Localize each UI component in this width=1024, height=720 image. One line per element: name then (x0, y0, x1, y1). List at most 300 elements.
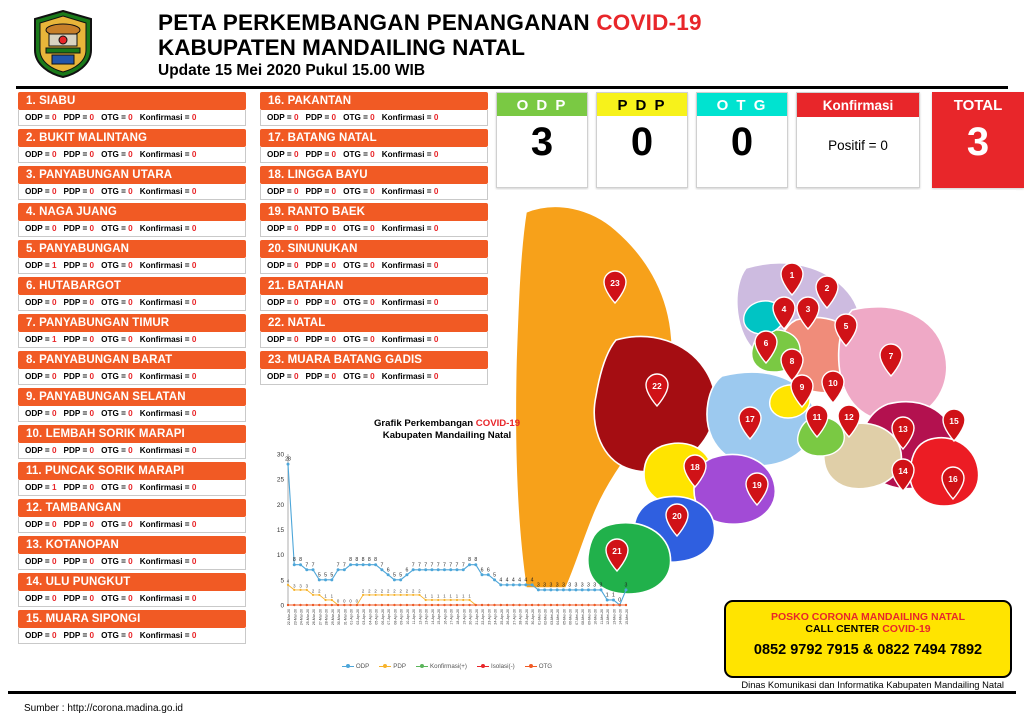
pdp-label: PDP = (305, 187, 330, 196)
konfirmasi-value: 0 (433, 298, 439, 307)
pdp-label: PDP = (305, 298, 330, 307)
konfirmasi-value: 0 (191, 113, 197, 122)
odp-value: 0 (293, 261, 299, 270)
pdp-label: PDP = (305, 335, 330, 344)
svg-text:14: 14 (898, 466, 908, 476)
chart-legend-item: ODP (342, 663, 369, 670)
pdp-value: 0 (331, 224, 337, 233)
pdp-label: PDP = (63, 446, 88, 455)
kecamatan-card[interactable] (18, 314, 246, 348)
pdp-value: 0 (89, 298, 95, 307)
svg-text:3: 3 (293, 583, 296, 589)
svg-text:7: 7 (455, 562, 459, 569)
odp-value: 0 (293, 335, 299, 344)
svg-text:8: 8 (361, 557, 365, 564)
svg-text:08-Mei-20: 08-Mei-20 (581, 608, 586, 625)
svg-text:09-Mei-20: 09-Mei-20 (587, 608, 592, 625)
kecamatan-name: 23. MUARA BATANG GADIS (260, 351, 488, 369)
svg-text:06-Apr-20: 06-Apr-20 (380, 608, 385, 625)
svg-text:3: 3 (599, 582, 603, 589)
konfirmasi-value: 0 (191, 631, 197, 640)
odp-label: ODP = (267, 113, 292, 122)
svg-text:01-Mei-20: 01-Mei-20 (537, 608, 542, 625)
otg-value: 0 (128, 409, 133, 418)
svg-text:31-Mar-20: 31-Mar-20 (343, 608, 348, 626)
odp-value: 0 (51, 409, 57, 418)
svg-text:17-Apr-20: 17-Apr-20 (449, 608, 454, 625)
svg-text:25-Apr-20: 25-Apr-20 (499, 608, 504, 625)
svg-text:4: 4 (781, 304, 787, 314)
odp-value: 0 (293, 372, 299, 381)
odp-label: ODP = (25, 483, 50, 492)
pdp-label: PDP = (63, 372, 88, 381)
konfirmasi-value: 0 (433, 150, 439, 159)
otg-label: OTG = (101, 298, 126, 307)
page-title-line1: PETA PERKEMBANGAN PENANGANAN COVID-19 (158, 10, 702, 35)
kecamatan-card[interactable] (260, 351, 488, 385)
pdp-value: 0 (331, 187, 337, 196)
pdp-value: 0 (89, 113, 95, 122)
svg-text:7: 7 (417, 562, 421, 569)
kecamatan-stats (18, 480, 246, 496)
svg-text:07-Mei-20: 07-Mei-20 (574, 608, 579, 625)
svg-text:21: 21 (612, 546, 622, 556)
kecamatan-column-1 (18, 92, 246, 647)
svg-text:4: 4 (530, 577, 534, 584)
otg-value: 0 (370, 150, 375, 159)
odp-label: ODP = (25, 594, 50, 603)
odp-value: 0 (51, 224, 57, 233)
kecamatan-name: 4. NAGA JUANG (18, 203, 246, 221)
stat-box-pdp[interactable] (596, 92, 688, 188)
svg-text:7: 7 (461, 562, 465, 569)
pdp-label: PDP = (63, 594, 88, 603)
kecamatan-name: 15. MUARA SIPONGI (18, 610, 246, 628)
konfirmasi-value: 0 (433, 372, 439, 381)
kabupaten-crest-logo (32, 10, 94, 78)
konfirmasi-value: 0 (433, 224, 439, 233)
chart-legend-item: OTG (525, 663, 552, 670)
odp-value: 0 (293, 224, 299, 233)
odp-value: 0 (51, 187, 57, 196)
svg-text:1: 1 (437, 593, 440, 599)
odp-value: 0 (51, 372, 57, 381)
title-block (158, 10, 958, 80)
pdp-value: 0 (89, 631, 95, 640)
odp-label: ODP = (267, 372, 292, 381)
svg-text:5: 5 (843, 321, 849, 331)
kecamatan-card[interactable] (18, 351, 246, 385)
otg-value: 0 (370, 187, 375, 196)
kecamatan-card[interactable] (260, 277, 488, 311)
svg-text:6: 6 (386, 567, 390, 574)
konfirmasi-label: Konfirmasi = (139, 224, 190, 233)
svg-text:1: 1 (449, 593, 452, 599)
svg-text:02-Mei-20: 02-Mei-20 (543, 608, 548, 625)
konfirmasi-label: Konfirmasi = (139, 631, 190, 640)
pdp-value: 0 (89, 335, 95, 344)
svg-text:0: 0 (343, 598, 346, 604)
svg-text:09-Apr-20: 09-Apr-20 (399, 608, 404, 625)
footer-credit: Dinas Komunikasi dan Informatika Kabupaten Mandailing Natal (741, 679, 1004, 690)
kecamatan-card[interactable] (18, 240, 246, 274)
pdp-label: PDP = (63, 261, 88, 270)
svg-text:28: 28 (285, 456, 291, 463)
svg-text:7: 7 (411, 562, 415, 569)
odp-label: ODP = (25, 335, 50, 344)
konfirmasi-value: 0 (191, 446, 197, 455)
konfirmasi-label: Konfirmasi = (139, 298, 190, 307)
pdp-value: 0 (89, 409, 95, 418)
stat-label-otg: O T G (697, 93, 787, 116)
svg-text:1: 1 (443, 593, 446, 599)
pdp-label: PDP = (63, 557, 88, 566)
odp-label: ODP = (267, 298, 292, 307)
svg-text:1: 1 (605, 592, 609, 599)
konfirmasi-label: Konfirmasi = (139, 261, 190, 270)
svg-text:3: 3 (624, 582, 628, 589)
footer-divider (8, 691, 1016, 694)
stat-box-konfirmasi[interactable] (796, 92, 920, 188)
svg-text:10-Mei-20: 10-Mei-20 (593, 608, 598, 625)
stat-value-pdp: 0 (630, 120, 654, 164)
odp-value: 0 (51, 298, 57, 307)
svg-text:2: 2 (368, 588, 371, 594)
pdp-label: PDP = (63, 409, 88, 418)
svg-text:7: 7 (449, 562, 453, 569)
otg-label: OTG = (101, 483, 126, 492)
svg-text:23: 23 (610, 278, 620, 288)
pdp-value: 0 (89, 483, 95, 492)
kecamatan-card[interactable] (260, 314, 488, 348)
konfirmasi-value: 0 (191, 298, 197, 307)
odp-value: 0 (51, 594, 57, 603)
posko-line2: CALL CENTER COVID-19 (805, 623, 931, 635)
svg-text:3: 3 (580, 582, 584, 589)
konfirmasi-label: Konfirmasi = (139, 594, 190, 603)
kecamatan-card[interactable] (18, 610, 246, 644)
kecamatan-name: 5. PANYABUNGAN (18, 240, 246, 258)
kecamatan-name: 13. KOTANOPAN (18, 536, 246, 554)
konfirmasi-value: 0 (191, 335, 197, 344)
konfirmasi-value: 0 (433, 335, 439, 344)
svg-text:4: 4 (499, 577, 503, 584)
kecamatan-stats (18, 147, 246, 163)
svg-text:2: 2 (311, 588, 315, 594)
svg-text:5: 5 (324, 572, 328, 579)
svg-text:7: 7 (336, 562, 340, 569)
svg-text:26-Apr-20: 26-Apr-20 (506, 608, 511, 625)
pdp-value: 0 (89, 520, 95, 529)
pdp-value: 0 (89, 150, 95, 159)
otg-value: 0 (128, 113, 133, 122)
svg-text:3: 3 (568, 582, 572, 589)
odp-value: 0 (51, 557, 57, 566)
otg-value: 0 (128, 372, 133, 381)
svg-text:02-Apr-20: 02-Apr-20 (355, 608, 360, 625)
odp-value: 0 (51, 520, 57, 529)
otg-label: OTG = (343, 261, 368, 270)
kecamatan-card[interactable] (260, 92, 488, 126)
svg-text:3: 3 (555, 582, 559, 589)
kecamatan-name: 7. PANYABUNGAN TIMUR (18, 314, 246, 332)
svg-text:20-Apr-20: 20-Apr-20 (468, 608, 473, 625)
stat-box-total[interactable] (932, 92, 1024, 188)
kecamatan-stats (18, 443, 246, 459)
chart-legend-item: PDP (379, 663, 406, 670)
kecamatan-name: 19. RANTO BAEK (260, 203, 488, 221)
pdp-value: 0 (89, 372, 95, 381)
odp-value: 0 (293, 187, 299, 196)
otg-value: 0 (128, 187, 133, 196)
otg-label: OTG = (343, 335, 368, 344)
odp-label: ODP = (25, 224, 50, 233)
svg-text:3: 3 (574, 582, 578, 589)
konfirmasi-value: 0 (191, 187, 197, 196)
kecamatan-name: 18. LINGGA BAYU (260, 166, 488, 184)
svg-text:15: 15 (276, 526, 284, 534)
otg-label: OTG = (101, 520, 126, 529)
odp-value: 0 (51, 446, 57, 455)
kecamatan-card[interactable] (260, 203, 488, 237)
svg-text:14-Apr-20: 14-Apr-20 (430, 608, 435, 625)
svg-text:14-Mei-20: 14-Mei-20 (618, 608, 623, 625)
kecamatan-name: 6. HUTABARGOT (18, 277, 246, 295)
chart-title-highlight: COVID-19 (475, 418, 521, 429)
svg-text:8: 8 (299, 557, 302, 564)
kecamatan-name: 11. PUNCAK SORIK MARAPI (18, 462, 246, 480)
svg-text:8: 8 (468, 557, 471, 564)
konfirmasi-label: Konfirmasi = (139, 557, 190, 566)
otg-value: 0 (128, 594, 133, 603)
svg-text:8: 8 (789, 356, 795, 366)
kecamatan-card[interactable] (18, 536, 246, 570)
kecamatan-card[interactable] (18, 573, 246, 607)
svg-text:26-Mar-20: 26-Mar-20 (312, 608, 317, 626)
svg-text:4: 4 (524, 577, 528, 584)
konfirmasi-label: Konfirmasi = (381, 113, 432, 122)
otg-value: 0 (128, 150, 133, 159)
chart-legend-item: Isolasi(-) (477, 663, 515, 670)
svg-text:0: 0 (349, 598, 352, 604)
svg-text:29-Mar-20: 29-Mar-20 (330, 608, 335, 626)
summary-stat-boxes (496, 92, 1008, 192)
kecamatan-stats (18, 369, 246, 385)
svg-text:27-Mar-20: 27-Mar-20 (318, 608, 323, 626)
otg-value: 0 (370, 113, 375, 122)
konfirmasi-value: 0 (433, 187, 439, 196)
otg-label: OTG = (343, 113, 368, 122)
kecamatan-stats (260, 184, 488, 200)
svg-text:8: 8 (292, 557, 296, 564)
kecamatan-stats (260, 221, 488, 237)
posko-phone-numbers: 0852 9792 7915 & 0822 7494 7892 (753, 642, 983, 658)
kecamatan-name: 2. BUKIT MALINTANG (18, 129, 246, 147)
konfirmasi-label: Konfirmasi = (139, 446, 190, 455)
pdp-value: 0 (331, 261, 337, 270)
stat-label-total: TOTAL (953, 97, 1003, 114)
odp-value: 1 (51, 335, 57, 344)
pdp-value: 0 (331, 298, 337, 307)
kecamatan-stats (260, 295, 488, 311)
otg-value: 0 (370, 261, 375, 270)
konfirmasi-value: 0 (433, 113, 439, 122)
svg-text:17: 17 (745, 414, 755, 424)
otg-value: 0 (128, 224, 133, 233)
svg-text:5: 5 (317, 572, 321, 579)
chart-plot-area (262, 446, 632, 661)
svg-text:8: 8 (374, 557, 378, 564)
otg-label: OTG = (101, 224, 126, 233)
svg-text:4: 4 (518, 577, 522, 584)
svg-text:15-Apr-20: 15-Apr-20 (437, 608, 442, 625)
konfirmasi-label: Konfirmasi = (381, 372, 432, 381)
pdp-value: 0 (89, 224, 95, 233)
stat-box-odp[interactable] (496, 92, 588, 188)
header (8, 6, 1016, 84)
odp-label: ODP = (25, 150, 50, 159)
pdp-value: 0 (89, 446, 95, 455)
svg-text:5: 5 (330, 572, 334, 579)
otg-label: OTG = (343, 187, 368, 196)
stat-value-odp: 3 (530, 120, 554, 164)
kecamatan-card[interactable] (260, 166, 488, 200)
svg-text:30-Apr-20: 30-Apr-20 (531, 608, 536, 625)
svg-text:20: 20 (276, 501, 284, 509)
konfirmasi-label: Konfirmasi = (139, 372, 190, 381)
kecamatan-card[interactable] (18, 499, 246, 533)
svg-text:5: 5 (392, 572, 396, 579)
kecamatan-card[interactable] (260, 240, 488, 274)
kecamatan-card[interactable] (18, 425, 246, 459)
svg-text:16-Apr-20: 16-Apr-20 (443, 608, 448, 625)
konfirmasi-value: 0 (191, 520, 197, 529)
svg-text:8: 8 (355, 557, 359, 564)
kecamatan-card[interactable] (260, 129, 488, 163)
svg-text:21-Apr-20: 21-Apr-20 (474, 608, 479, 625)
svg-text:7: 7 (342, 562, 346, 569)
svg-text:05-Mei-20: 05-Mei-20 (562, 608, 567, 625)
stat-value-total: 3 (966, 120, 990, 164)
svg-text:27-Apr-20: 27-Apr-20 (512, 608, 517, 625)
svg-text:7: 7 (311, 562, 315, 569)
kecamatan-stats (18, 258, 246, 274)
kecamatan-card[interactable] (18, 166, 246, 200)
svg-text:7: 7 (430, 562, 434, 569)
page-update-line: Update 15 Mei 2020 Pukul 15.00 WIB (158, 62, 426, 80)
header-divider (16, 86, 1008, 89)
svg-text:2: 2 (393, 588, 396, 594)
pdp-label: PDP = (63, 335, 88, 344)
odp-label: ODP = (25, 520, 50, 529)
kecamatan-stats (260, 369, 488, 385)
svg-text:10: 10 (276, 552, 284, 560)
svg-text:2: 2 (399, 588, 402, 594)
svg-text:07-Apr-20: 07-Apr-20 (387, 608, 392, 625)
kecamatan-card[interactable] (18, 203, 246, 237)
stat-label-pdp: P D P (597, 93, 687, 116)
chart-legend (262, 663, 632, 670)
svg-text:22-Apr-20: 22-Apr-20 (481, 608, 486, 625)
svg-text:1: 1 (424, 593, 427, 599)
svg-text:12: 12 (844, 412, 854, 422)
svg-text:5: 5 (399, 572, 403, 579)
konfirmasi-value: 0 (191, 372, 197, 381)
konfirmasi-label: Konfirmasi = (381, 187, 432, 196)
stat-label-odp: O D P (497, 93, 587, 116)
svg-text:13-Apr-20: 13-Apr-20 (424, 608, 429, 625)
konfirmasi-value: 0 (191, 483, 197, 492)
pdp-label: PDP = (305, 150, 330, 159)
svg-text:1: 1 (430, 593, 434, 599)
svg-text:12-Apr-20: 12-Apr-20 (418, 608, 423, 625)
otg-label: OTG = (101, 113, 126, 122)
odp-label: ODP = (267, 335, 292, 344)
kecamatan-stats (18, 554, 246, 570)
svg-text:8: 8 (349, 557, 353, 564)
kecamatan-stats (18, 332, 246, 348)
otg-label: OTG = (101, 446, 126, 455)
konfirmasi-value: 0 (191, 557, 197, 566)
pdp-label: PDP = (63, 224, 88, 233)
svg-text:7: 7 (424, 562, 428, 569)
pdp-label: PDP = (63, 631, 88, 640)
kecamatan-card[interactable] (18, 277, 246, 311)
stat-box-otg[interactable] (696, 92, 788, 188)
konfirmasi-label: Konfirmasi = (139, 335, 190, 344)
kecamatan-card[interactable] (18, 92, 246, 126)
svg-text:28-Apr-20: 28-Apr-20 (518, 608, 523, 625)
konfirmasi-value: 0 (191, 594, 197, 603)
svg-text:5: 5 (493, 572, 497, 579)
svg-text:3: 3 (586, 582, 590, 589)
kecamatan-name: 14. ULU PUNGKUT (18, 573, 246, 591)
kecamatan-card[interactable] (18, 462, 246, 496)
odp-label: ODP = (25, 631, 50, 640)
svg-text:03-Mei-20: 03-Mei-20 (549, 608, 554, 625)
odp-value: 0 (293, 150, 299, 159)
chart-legend-item: Konfirmasi(+) (416, 663, 467, 670)
svg-text:25: 25 (276, 476, 284, 484)
svg-text:23-Apr-20: 23-Apr-20 (487, 608, 492, 625)
kecamatan-card[interactable] (18, 129, 246, 163)
kecamatan-name: 9. PANYABUNGAN SELATAN (18, 388, 246, 406)
svg-text:01-Apr-20: 01-Apr-20 (349, 608, 354, 625)
svg-text:24-Apr-20: 24-Apr-20 (493, 608, 498, 625)
svg-text:11: 11 (812, 412, 822, 422)
svg-text:1: 1 (468, 593, 471, 599)
svg-text:04-Mei-20: 04-Mei-20 (556, 608, 561, 625)
svg-text:29-Apr-20: 29-Apr-20 (524, 608, 529, 625)
otg-value: 0 (370, 372, 375, 381)
svg-text:15-Mei-20: 15-Mei-20 (625, 608, 629, 625)
svg-text:3: 3 (593, 582, 597, 589)
konfirmasi-value: 0 (191, 224, 197, 233)
otg-label: OTG = (343, 150, 368, 159)
kecamatan-card[interactable] (18, 388, 246, 422)
otg-value: 0 (128, 631, 133, 640)
svg-text:9: 9 (799, 382, 805, 392)
kecamatan-name: 20. SINUNUKAN (260, 240, 488, 258)
svg-text:08-Apr-20: 08-Apr-20 (393, 608, 398, 625)
svg-text:4: 4 (511, 577, 515, 584)
svg-text:1: 1 (324, 593, 327, 599)
stat-value-konfirmasi: Positif = 0 (828, 138, 888, 153)
odp-label: ODP = (25, 187, 50, 196)
otg-value: 0 (370, 298, 375, 307)
kecamatan-stats (260, 110, 488, 126)
otg-value: 0 (128, 335, 133, 344)
